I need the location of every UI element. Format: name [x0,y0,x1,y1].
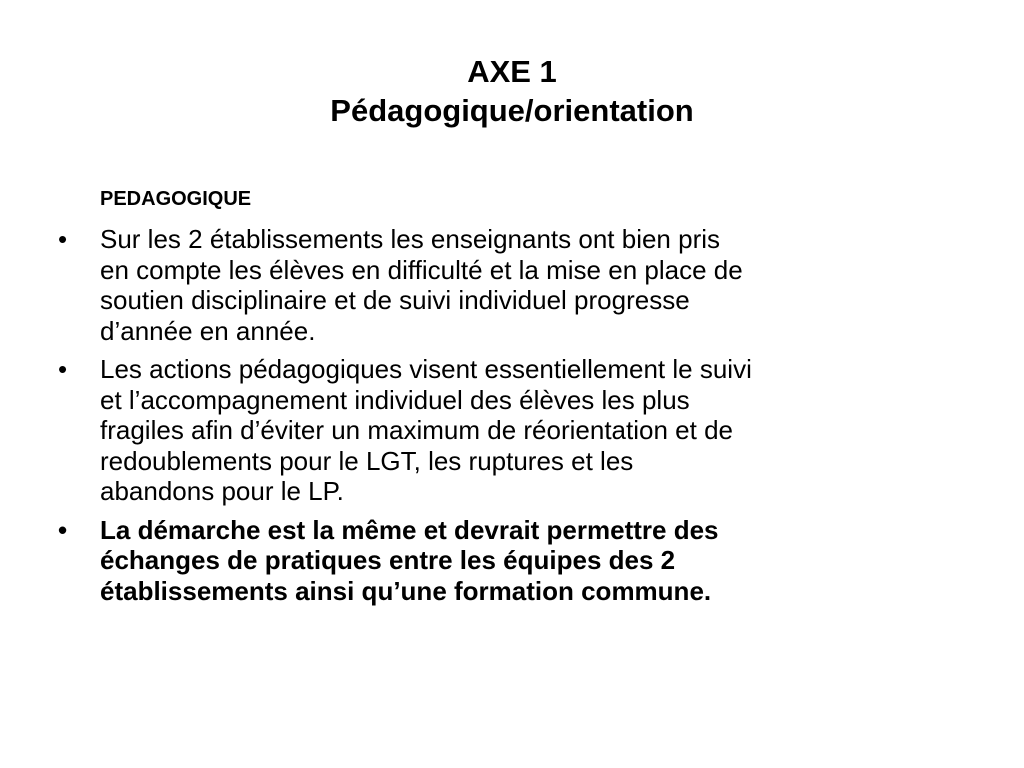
bullet-3-line-3: établissements ainsi qu’une formation commune. [100,575,712,606]
bullet-1-line-1: Sur les 2 établissements les enseignants ont bien pris [100,224,721,254]
bullet-marker: • [58,224,68,254]
section-heading: PEDAGOGIQUE [100,188,252,210]
bullet-list [58,224,978,614]
title-line-2: Pédagogique/orientation [330,93,694,128]
bullet-marker: • [58,514,68,545]
bullet-item-1 [58,224,978,346]
bullet-2-line-2: et l’accompagnement individuel des élèves les plus [100,384,690,415]
bullet-2-line-4: redoublements pour le LGT, les ruptures et les [100,445,634,476]
bullet-1-line-3: soutien disciplinaire et de suivi individuel progresse [100,285,690,315]
bullet-2-line-3: fragiles afin d’éviter un maximum de réorientation et de [100,415,733,445]
bullet-item-2 [58,354,978,507]
bullet-2-line-5: abandons pour le LP. [100,476,344,506]
bullet-3-line-2: échanges de pratiques entre les équipes des 2 [100,545,676,575]
bullet-marker: • [58,354,68,384]
bullet-1-line-4: d’année en année. [100,315,316,346]
bullet-item-3 [58,515,978,607]
bullet-3-line-1: La démarche est la même et devrait permettre des [100,514,719,545]
slide-title [0,52,1024,130]
title-line-1: AXE 1 [467,54,557,89]
bullet-1-line-2: en compte les élèves en difficulté et la mise en place de [100,254,743,285]
bullet-2-line-1: Les actions pédagogiques visent essentiellement le suivi [100,354,752,384]
